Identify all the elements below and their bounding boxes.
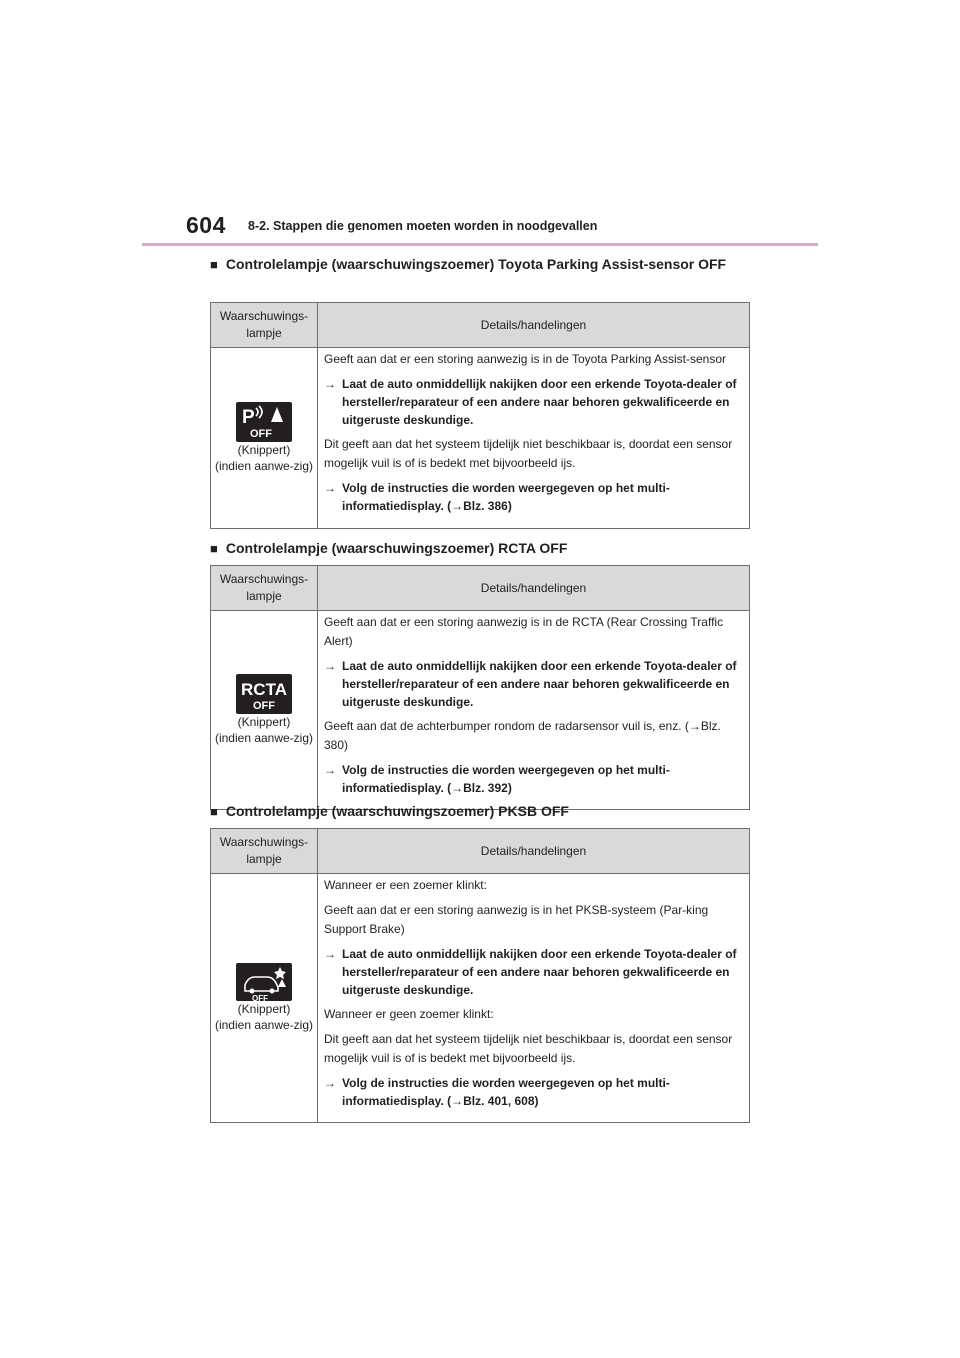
heading-text: Controlelampje (waarschuwingszoemer) PKSB OFF bbox=[225, 803, 569, 819]
rcta-off-icon bbox=[236, 674, 292, 714]
col-header-details: Details/handelingen bbox=[318, 566, 750, 611]
svg-text:OFF: OFF bbox=[250, 428, 272, 440]
detail-text: Geeft aan dat er een storing aanwezig is in de RCTA (Rear Crossing Traffic Alert) bbox=[324, 615, 724, 648]
section-heading-pksb bbox=[210, 800, 750, 823]
heading-text: Controlelampje (waarschuwingszoemer) Toyota Parking Assist-sensor OFF bbox=[225, 256, 727, 272]
detail-action: → Volg de instructies die worden weergegeven op het multi-informatiedisplay. (→Blz. 401, 608) bbox=[324, 1074, 743, 1110]
svg-text:OFF: OFF bbox=[253, 700, 275, 712]
detail-text: Geeft aan dat de achterbumper rondom de radarsensor vuil is, enz. (→Blz. 380) bbox=[324, 719, 721, 752]
warning-table-parking-assist bbox=[210, 302, 750, 529]
parking-assist-off-icon bbox=[236, 402, 292, 442]
details-cell bbox=[318, 348, 750, 529]
section-heading-parking-assist bbox=[210, 253, 750, 276]
detail-text: Wanneer er een zoemer klinkt: bbox=[324, 878, 487, 892]
lamp-caption-blink: (Knippert) bbox=[237, 443, 291, 457]
section-title: 8-2. Stappen die genomen moeten worden in noodgevallen bbox=[248, 219, 598, 233]
svg-text:OFF: OFF bbox=[252, 994, 268, 1003]
details-cell bbox=[318, 611, 750, 810]
lamp-caption-if-equipped: (indien aanwe-zig) bbox=[214, 1018, 314, 1032]
detail-action: → Volg de instructies die worden weergegeven op het multi-informatiedisplay. (→Blz. 386) bbox=[324, 479, 743, 515]
section-heading-rcta bbox=[210, 537, 750, 560]
detail-text: Geeft aan dat er een storing aanwezig is in de Toyota Parking Assist-sensor bbox=[324, 352, 727, 366]
lamp-caption-blink: (Knippert) bbox=[237, 715, 291, 729]
page-number: 604 bbox=[186, 212, 226, 238]
detail-action: → Laat de auto onmiddellijk nakijken door een erkende Toyota-dealer of hersteller/reparateur of een andere naar behoren gekwalificeerde en uitgeruste deskundige. bbox=[324, 375, 743, 429]
lamp-cell bbox=[211, 348, 318, 529]
detail-text: Dit geeft aan dat het systeem tijdelijk niet beschikbaar is, doordat een sensor mogelijk vuil is of is bedekt met bijvoorbeeld ijs. bbox=[324, 1032, 733, 1065]
lamp-caption-if-equipped: (indien aanwe-zig) bbox=[214, 731, 314, 745]
lamp-caption-blink: (Knippert) bbox=[237, 1002, 291, 1016]
col-header-lamp: Waarschuwings-lampje bbox=[211, 303, 318, 348]
lamp-caption-if-equipped: (indien aanwe-zig) bbox=[214, 459, 314, 473]
detail-action: → Volg de instructies die worden weergegeven op het multi-informatiedisplay. (→Blz. 392) bbox=[324, 761, 743, 797]
bullet-square-icon bbox=[210, 253, 222, 276]
bullet-square-icon bbox=[210, 800, 222, 823]
svg-text:RCTA: RCTA bbox=[241, 680, 287, 699]
detail-text: Geeft aan dat er een storing aanwezig is in het PKSB-systeem (Par-king Support Brake) bbox=[324, 903, 709, 936]
lamp-cell bbox=[211, 611, 318, 810]
col-header-details: Details/handelingen bbox=[318, 303, 750, 348]
detail-text: Wanneer er geen zoemer klinkt: bbox=[324, 1007, 494, 1021]
col-header-details: Details/handelingen bbox=[318, 829, 750, 874]
col-header-lamp: Waarschuwings-lampje bbox=[211, 566, 318, 611]
col-header-lamp: Waarschuwings-lampje bbox=[211, 829, 318, 874]
pksb-off-icon bbox=[236, 963, 292, 1001]
svg-text:P: P bbox=[242, 407, 255, 428]
heading-text: Controlelampje (waarschuwingszoemer) RCTA OFF bbox=[225, 540, 568, 556]
detail-action: → Laat de auto onmiddellijk nakijken door een erkende Toyota-dealer of hersteller/reparateur of een andere naar behoren gekwalificeerde en uitgeruste deskundige. bbox=[324, 945, 743, 999]
bullet-square-icon bbox=[210, 537, 222, 560]
warning-table-rcta bbox=[210, 565, 750, 810]
lamp-cell bbox=[211, 874, 318, 1123]
detail-action: → Laat de auto onmiddellijk nakijken door een erkende Toyota-dealer of hersteller/reparateur of een andere naar behoren gekwalificeerde en uitgeruste deskundige. bbox=[324, 657, 743, 711]
detail-text: Dit geeft aan dat het systeem tijdelijk niet beschikbaar is, doordat een sensor mogelijk vuil is of is bedekt met bijvoorbeeld ijs. bbox=[324, 437, 733, 470]
header-divider bbox=[142, 243, 818, 246]
warning-table-pksb bbox=[210, 828, 750, 1123]
details-cell bbox=[318, 874, 750, 1123]
